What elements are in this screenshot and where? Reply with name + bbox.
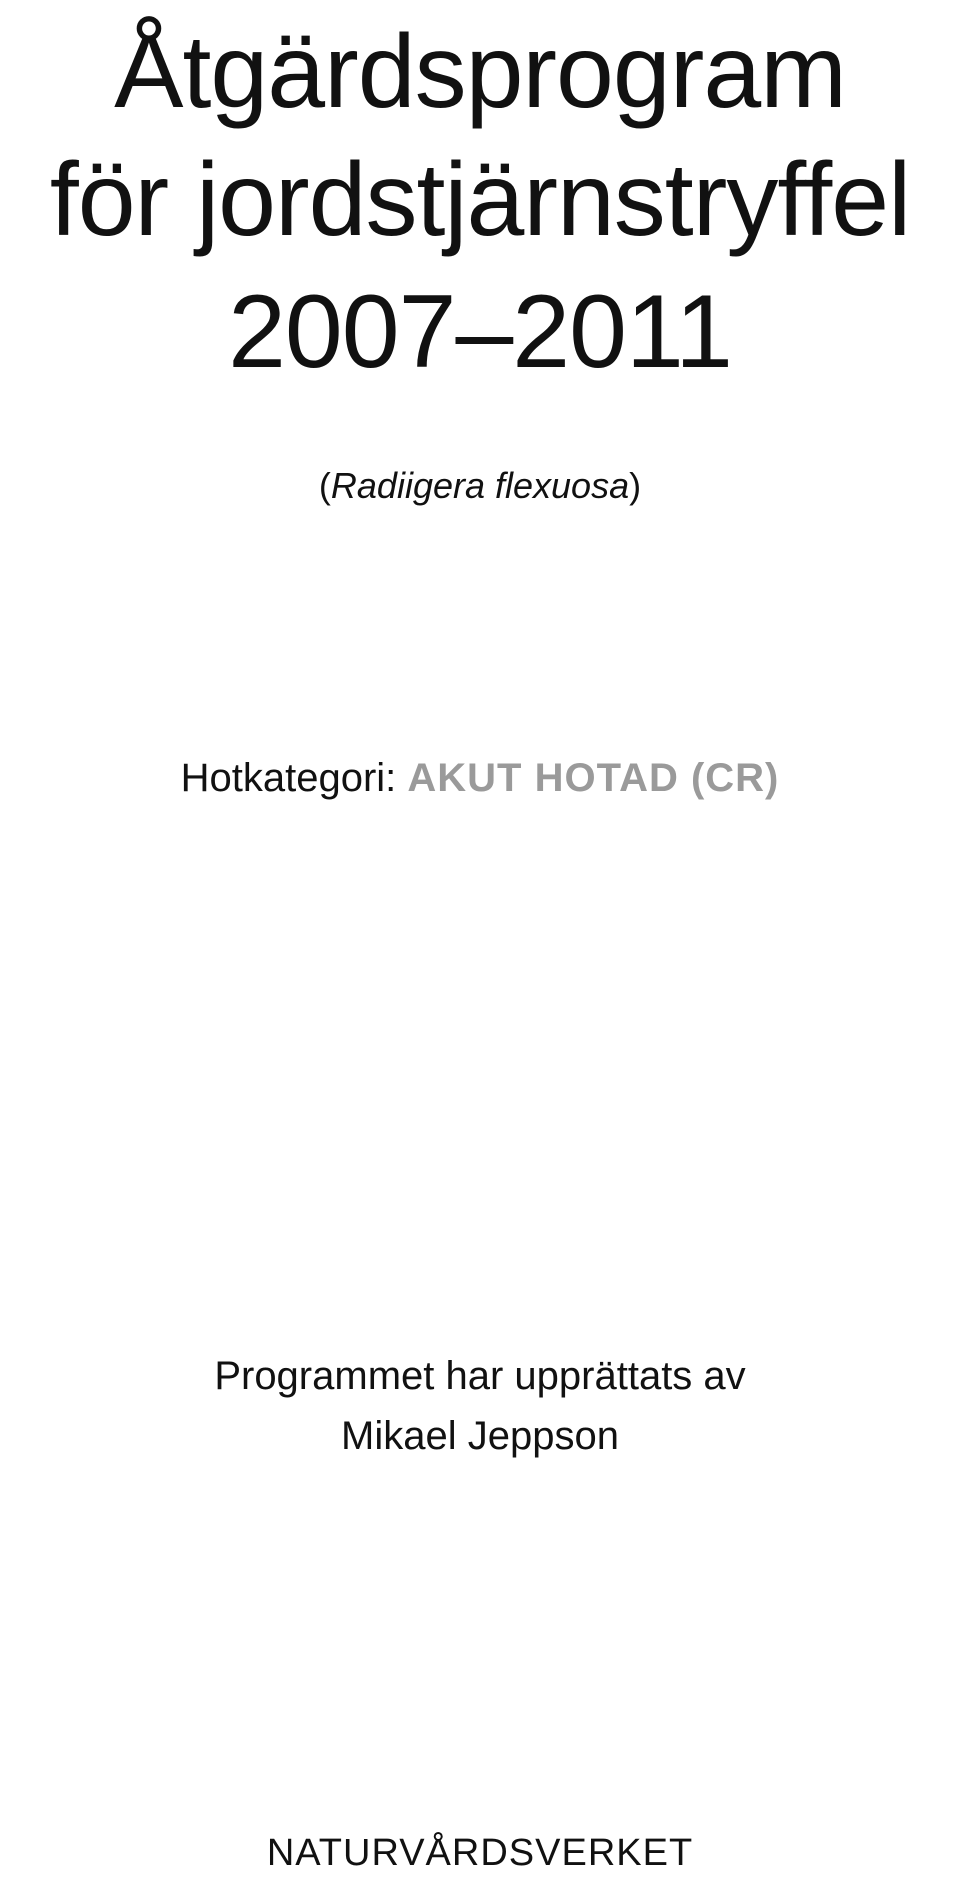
species-latin-name: Radiigera flexuosa [330, 465, 630, 506]
category-label: Hotkategori: [180, 756, 408, 800]
title-line-2: för jordstjärnstryffel [49, 142, 911, 258]
species-open-paren: ( [318, 465, 331, 506]
species-name [0, 465, 960, 506]
author-name: Mikael Jeppson [341, 1414, 619, 1458]
category-status: AKUT HOTAD (CR) [407, 756, 780, 800]
publisher-name: NATURVÅRDSVERKET [266, 1832, 694, 1874]
species-close-paren: ) [629, 465, 642, 506]
threat-category [0, 758, 960, 798]
title-line-1: Åtgärdsprogram [114, 14, 846, 130]
author-block [0, 1346, 960, 1466]
author-intro: Programmet har upprättats av [214, 1354, 746, 1398]
title-line-3: 2007–2011 [228, 274, 732, 390]
